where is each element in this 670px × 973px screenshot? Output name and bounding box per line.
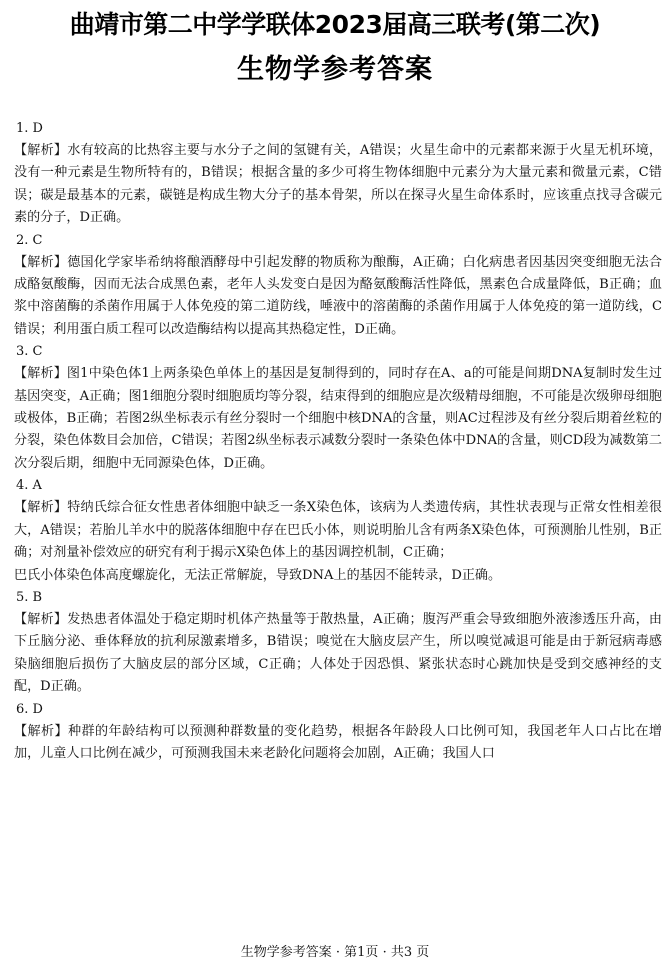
- answer-number: 2. C: [16, 232, 43, 248]
- answer-item-5: [14, 587, 662, 699]
- answer-number: 6. D: [16, 701, 43, 717]
- page-title: 曲靖市第二中学学联体2023届高三联考(第二次): [69, 10, 601, 39]
- answer-explanation: 【解析】特纳氏综合征女性患者体细胞中缺乏一条X染色体，该病为人类遗传病，其性状表现与正常女性相差很大，A错误；若胎儿羊水中的脱落体细胞中存在巴氏小体，则说明胎儿含有两条X染色体，可预测胎儿性别，B正确；对剂量补偿效应的研究有利于揭示X染色体上的基因调控机制，C正确；: [14, 500, 662, 561]
- answer-explanation-continued: 巴氏小体染色体高度螺旋化，无法正常解旋，导致DNA上的基因不能转录，D正确。: [14, 567, 502, 583]
- page-footer: 生物学参考答案 · 第1页 · 共3 页: [240, 945, 430, 960]
- answer-list: [14, 118, 662, 765]
- answer-explanation: 【解析】德国化学家毕希纳将酿酒酵母中引起发酵的物质称为酿酶，A正确；白化病患者因基因突变细胞无法合成酪氨酸酶，因而无法合成黑色素，老年人头发变白是因为酪氨酸酶活性降低，黑素色合成量降低，B正确；血浆中溶菌酶的杀菌作用属于人体免疫的第二道防线，唾液中的溶菌酶的杀菌作用属于人体免疫的第一道防线，C错误；利用蛋白质工程可以改造酶结构以提高其热稳定性，D正确。: [14, 254, 662, 337]
- answer-item-2: [14, 230, 662, 342]
- answer-item-4: [14, 475, 662, 587]
- answer-explanation: 【解析】发热患者体温处于稳定期时机体产热量等于散热量，A正确；腹泻严重会导致细胞外液渗透压升高，由下丘脑分泌、垂体释放的抗利尿激素增多，B错误；嗅觉在大脑皮层产生，所以嗅觉减退可能是由于新冠病毒感染脑细胞后损伤了大脑皮层的部分区域，C正确；人体处于因恐惧、紧张状态时心跳加快是受到交感神经的支配，D正确。: [14, 611, 662, 695]
- answer-explanation: 【解析】图1中染色体1上两条染色单体上的基因是复制得到的，同时存在A、a的可能是间期DNA复制时发生过基因突变，A正确；图1细胞分裂时细胞质均等分裂，结束得到的细胞应是次级精母细胞，不可能是次级卵母细胞或极体，B正确；若图2纵坐标表示有丝分裂时一个细胞中核DNA的含量，则AC过程涉及有丝分裂后期着丝粒的分裂，染色体数目会加倍，C错误；若图2纵坐标表示减数分裂时一条染色体中DNA的含量，则CD段为减数第二次分裂后期，细胞中无同源染色体，D正确。: [14, 366, 662, 471]
- page-subtitle: 生物学参考答案: [237, 54, 433, 85]
- answer-explanation: 【解析】种群的年龄结构可以预测种群数量的变化趋势，根据各年龄段人口比例可知，我国老年人口占比在增加，儿童人口比例在减少，可预测我国未来老龄化问题将会加剧，A正确；我国人口: [14, 723, 662, 761]
- answer-item-1: [14, 118, 662, 230]
- answer-explanation: 【解析】水有较高的比热容主要与水分子之间的氢键有关，A错误；火星生命中的元素都来源于火星无机环境，没有一种元素是生物所特有的，B错误；根据含量的多少可将生物体细胞中元素分为大量元素和微量元素，C错误；碳是最基本的元素，碳链是构成生物大分子的基本骨架，所以在探寻火星生命体系时，应该重点找寻含碳元素的分子，D正确。: [14, 143, 662, 226]
- answer-number: 5. B: [16, 589, 43, 605]
- answer-item-3: [14, 341, 662, 475]
- answer-number: 3. C: [16, 344, 43, 360]
- answer-item-6: [14, 699, 662, 766]
- answer-number: 1. D: [16, 121, 43, 136]
- answer-number: 4. A: [16, 478, 42, 494]
